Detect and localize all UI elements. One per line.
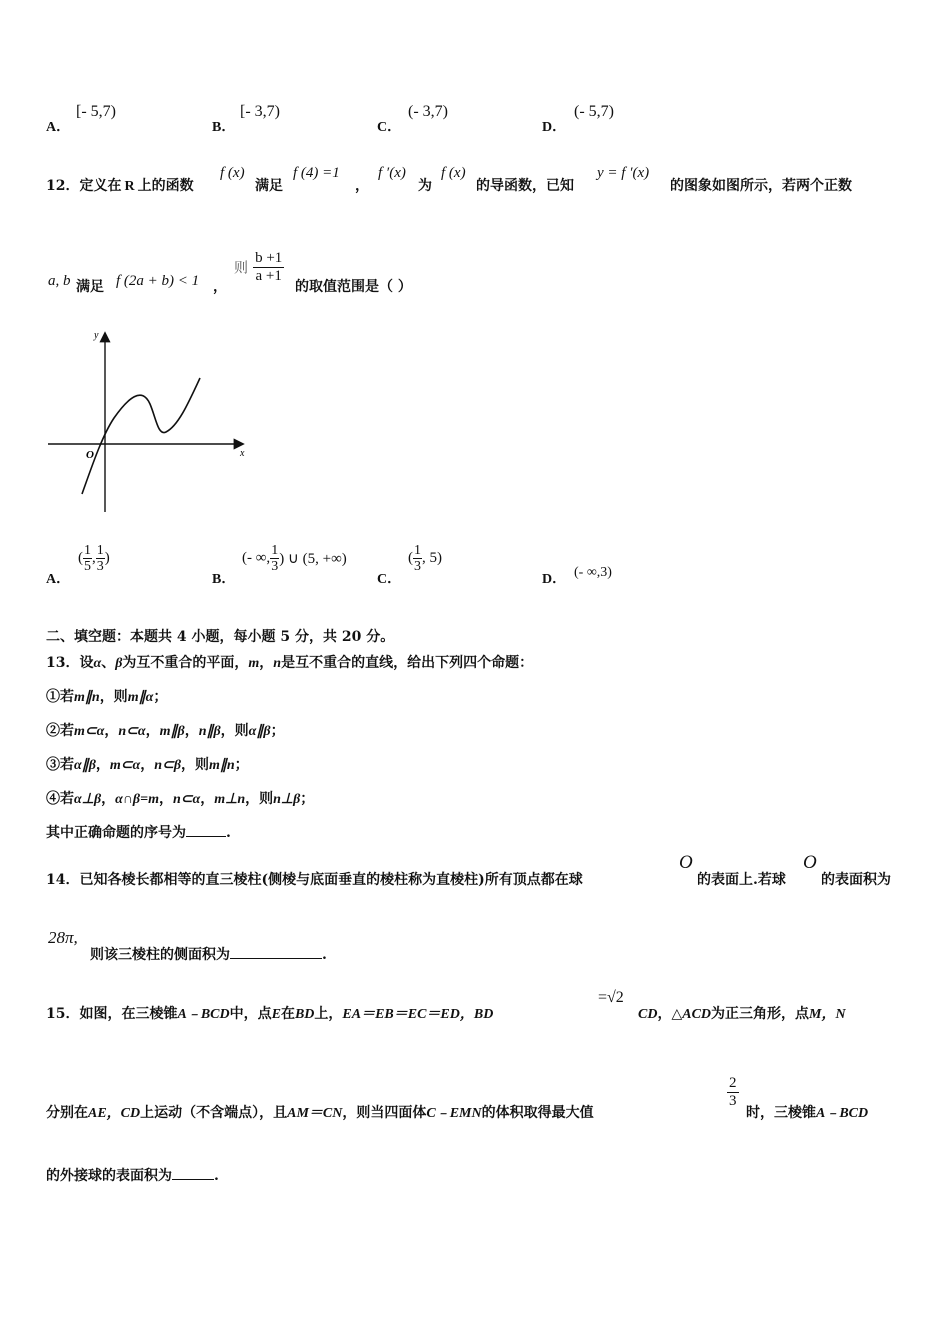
q14-text: 的表面积为 <box>821 872 891 888</box>
paren: ( <box>78 550 83 566</box>
q12-text: 满足 <box>255 178 283 194</box>
fraction <box>96 543 105 574</box>
q12-option-c-value <box>408 543 442 574</box>
math: m∥n <box>208 758 235 773</box>
x-label: x <box>240 448 245 459</box>
fraction-numerator: 1 <box>271 543 279 558</box>
math: n⊂α <box>172 792 201 807</box>
math: A﹣BCD <box>816 1106 869 1121</box>
fraction-denominator: 3 <box>729 1093 737 1109</box>
math: m∥β <box>159 724 185 739</box>
fraction-denominator: 3 <box>96 559 104 574</box>
text: ， <box>158 791 173 807</box>
option-label: D． <box>542 120 567 135</box>
text: 14．已知各棱长都相等的直三棱柱(侧棱与底面垂直的棱柱称为直棱柱)所有顶点都在球 <box>46 872 583 888</box>
fraction <box>83 543 92 574</box>
option-label: C． <box>377 120 402 135</box>
sqrt-two: =√2 <box>598 989 624 1006</box>
math: AM＝CN <box>287 1106 343 1121</box>
math: BD <box>294 1007 315 1022</box>
math: E <box>271 1007 281 1022</box>
q12-text: 的导函数，已知 <box>476 178 574 194</box>
q11-option-b <box>212 116 235 136</box>
text: ， <box>104 723 119 739</box>
q14-stem-line1 <box>46 869 583 889</box>
math: m <box>248 656 260 671</box>
answer-blank[interactable] <box>230 958 322 959</box>
math: m∥α <box>127 690 154 705</box>
text: ，则 <box>99 689 128 705</box>
q12-option-c-label: C． <box>377 572 402 587</box>
math: m⊂α <box>109 758 141 773</box>
q12-fx2: f (x) <box>441 165 466 181</box>
text: ； <box>234 757 249 773</box>
q12-yfprime: y = f ′(x) <box>597 165 650 181</box>
q12-option-b-label: B． <box>212 572 236 587</box>
text: ④若 <box>46 791 74 807</box>
q12-stem-line1 <box>46 175 194 195</box>
math: n∥β <box>198 724 221 739</box>
math: ACD <box>682 1007 712 1022</box>
q15-stem-line1 <box>46 1003 493 1023</box>
math: m∥n <box>74 690 100 705</box>
text: ， <box>95 757 110 773</box>
q13-stem <box>46 652 533 672</box>
fraction <box>253 250 284 285</box>
fraction-numerator: b +1 <box>255 250 283 266</box>
math: A﹣BCD <box>177 1007 230 1022</box>
fraction <box>270 543 279 574</box>
text: ②若 <box>46 723 74 739</box>
origin-label: O <box>86 449 94 461</box>
sphere-o: O <box>803 852 817 873</box>
math: M，N <box>809 1007 846 1022</box>
fraction-numerator: 1 <box>96 543 104 558</box>
q15-fraction <box>727 1075 739 1110</box>
text: 时，三棱锥 <box>746 1105 816 1121</box>
q13-proposition-3 <box>46 754 249 774</box>
curve <box>82 378 200 494</box>
option-label: A． <box>46 120 71 135</box>
math: n⊂α <box>118 724 146 739</box>
math: CD <box>638 1007 658 1022</box>
text: 则 <box>234 260 248 277</box>
text: 的外接球的表面积为 <box>46 1168 172 1184</box>
q12-comma: ， <box>213 279 227 295</box>
fraction-numerator: 1 <box>84 543 91 558</box>
q15-stem-line1-cont <box>638 1003 846 1023</box>
text: ③若 <box>46 757 74 773</box>
math: m⊂α <box>74 724 105 739</box>
text: . <box>322 947 327 963</box>
math: C﹣EMN <box>426 1106 482 1121</box>
q13-proposition-4 <box>46 788 314 808</box>
fraction <box>727 1075 739 1110</box>
q12-f4: f (4) =1 <box>293 165 340 181</box>
fraction-denominator: a +1 <box>255 268 282 284</box>
text: ，△ <box>657 1006 683 1022</box>
text: ①若 <box>46 689 74 705</box>
fraction <box>413 543 422 574</box>
q12-option-a-label: A． <box>46 572 71 587</box>
text: 13．设 <box>46 655 94 671</box>
text: 定义在 <box>79 178 122 194</box>
math: n⊥β <box>273 792 301 807</box>
question-number: 12． <box>46 178 80 194</box>
q12-option-d-value: (- ∞,3) <box>574 565 612 580</box>
math: m⊥n <box>214 792 246 807</box>
q11-option-c-value: (- 3,7) <box>408 103 448 120</box>
text: ，则 <box>245 791 274 807</box>
text: . <box>226 825 231 841</box>
q12-condition: f (2a + b) < 1 <box>116 273 200 289</box>
text: ， <box>184 723 199 739</box>
text: 为互不重合的平面， <box>122 655 249 671</box>
q12-option-d-label: D． <box>542 572 567 587</box>
q14-area: 28π, <box>48 928 78 947</box>
fraction-denominator: 3 <box>414 559 421 574</box>
q13-proposition-2 <box>46 720 285 740</box>
q12-option-a-value <box>78 543 110 574</box>
q12-option-b-value <box>242 543 347 574</box>
text: 分别在 <box>46 1105 88 1121</box>
answer-blank[interactable] <box>172 1179 214 1180</box>
text: ，则 <box>180 757 209 773</box>
q15-stem-line2 <box>46 1102 594 1122</box>
text: 的体积取得最大值 <box>481 1105 594 1121</box>
text: 15．如图，在三棱锥 <box>46 1006 178 1022</box>
text: 则该三棱柱的侧面积为 <box>90 947 230 963</box>
y-label: y <box>94 330 99 341</box>
q12-text: 满足 <box>76 279 104 295</box>
text: 上， <box>314 1006 343 1022</box>
q12-fx: f (x) <box>220 165 245 181</box>
math: α∥β <box>248 724 271 739</box>
q13-ask <box>46 822 231 842</box>
text: ， <box>200 791 215 807</box>
text: ，则当四面体 <box>342 1105 427 1121</box>
text: 是互不重合的直线，给出下列四个命题： <box>281 655 534 671</box>
q11-option-b-value: [- 3,7) <box>240 103 280 120</box>
q12-comma: ， <box>355 178 369 194</box>
math: α∩β=m <box>115 792 159 807</box>
q13-proposition-1 <box>46 686 167 706</box>
derivative-graph <box>44 326 254 518</box>
fraction-numerator: 2 <box>729 1075 737 1091</box>
text: ， <box>140 757 155 773</box>
text: 上运动（不含端点），且 <box>140 1105 288 1121</box>
section-heading: 二、填空题：本题共 4 小题，每小题 5 分，共 20 分。 <box>46 629 395 645</box>
math: α∥β <box>74 758 96 773</box>
math: n <box>273 656 282 671</box>
q12-fprime: f ′(x) <box>378 165 406 181</box>
option-label: B． <box>212 120 236 135</box>
math: EA＝EB＝EC＝ED，BD <box>342 1007 494 1022</box>
text: 上的函数 <box>137 178 194 194</box>
math: AE，CD <box>88 1106 141 1121</box>
q11-option-c <box>377 116 401 136</box>
math: α⊥β <box>74 792 102 807</box>
fraction-denominator: 5 <box>84 559 91 574</box>
q11-option-d-value: (- 5,7) <box>574 103 614 120</box>
text: (- ∞, <box>242 550 271 566</box>
text: ； <box>153 689 168 705</box>
paren: ) <box>104 550 110 566</box>
sphere-o: O <box>679 852 693 873</box>
paren: ( <box>408 550 413 566</box>
q11-option-d <box>542 116 566 136</box>
q11-option-a <box>46 116 70 136</box>
fraction-denominator: 3 <box>271 559 279 574</box>
q14-text: 的表面上.若球 <box>697 872 786 888</box>
q12-ab: a, b <box>48 273 71 289</box>
text: 中，点 <box>229 1006 272 1022</box>
text: ； <box>300 791 315 807</box>
fraction-numerator: 1 <box>414 543 421 558</box>
q15-stem-line2-cont <box>746 1102 868 1122</box>
separator: , <box>92 550 96 566</box>
answer-blank[interactable] <box>186 836 226 837</box>
q15-stem-line3 <box>46 1165 219 1185</box>
text: ) ∪ (5, +∞) <box>279 551 347 567</box>
math: β <box>115 656 123 671</box>
text: ， <box>145 723 160 739</box>
text: 、 <box>101 655 116 671</box>
math: n⊂β <box>154 758 181 773</box>
text: ， <box>259 655 274 671</box>
q12-fraction-expr <box>234 250 284 285</box>
q12-text: 的取值范围是（ ） <box>295 279 412 295</box>
text: ，则 <box>220 723 249 739</box>
q12-text: 的图象如图所示，若两个正数 <box>670 178 852 194</box>
text: ； <box>270 723 285 739</box>
q12-text: 为 <box>418 178 432 194</box>
text: . <box>214 1168 219 1184</box>
text: 为正三角形，点 <box>711 1006 810 1022</box>
text: R <box>124 179 135 194</box>
q11-option-a-value: [- 5,7) <box>76 103 116 120</box>
math: α <box>93 656 102 671</box>
text: 在 <box>280 1006 295 1022</box>
text: , 5) <box>422 550 442 566</box>
q14-stem-line2 <box>90 944 327 964</box>
text: ， <box>101 791 116 807</box>
text: 其中正确命题的序号为 <box>46 825 186 841</box>
